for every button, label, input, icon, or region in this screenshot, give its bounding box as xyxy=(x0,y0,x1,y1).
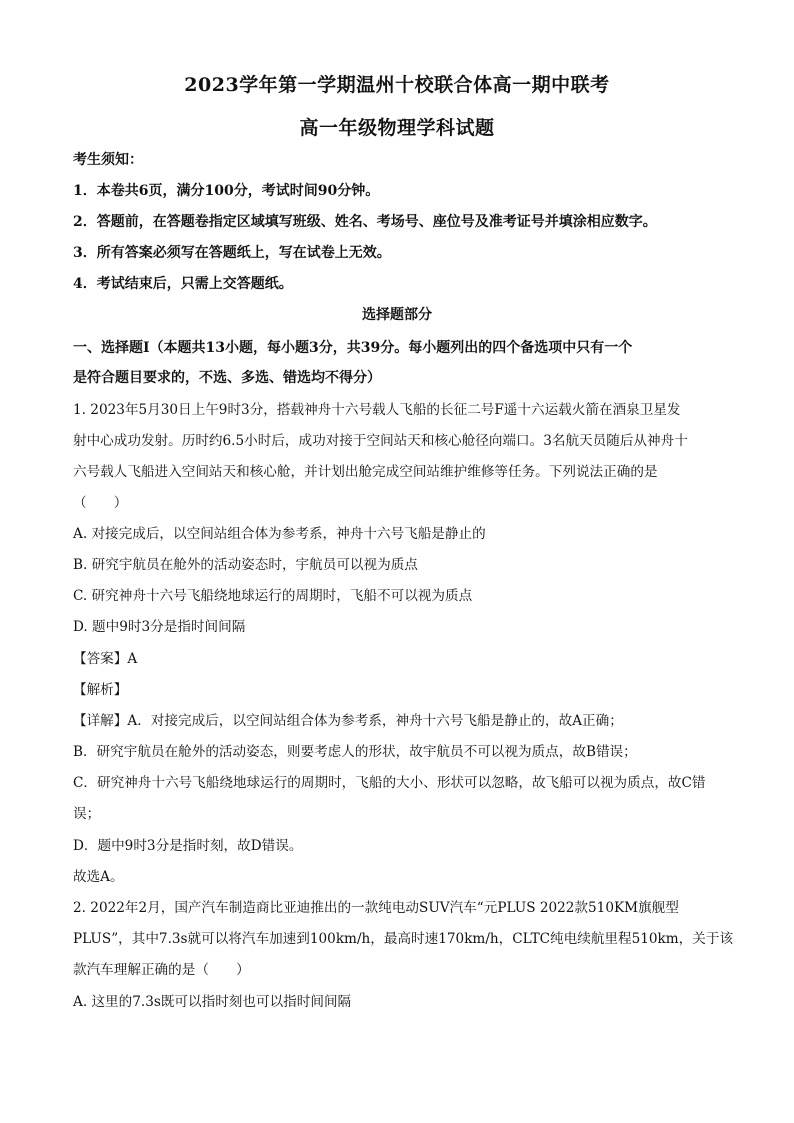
question-1-explanation: C．研究神舟十六号飞船绕地球运行的周期时，飞船的大小、形状可以忽略，故飞船可以视为质点，故C错 xyxy=(73,775,706,791)
question-1-option-b: B. 研究宇航员在舱外的活动姿态时，宇航员可以视为质点 xyxy=(73,557,418,573)
question-1-explanation: B．研究宇航员在舱外的活动姿态，则要考虑人的形状，故宇航员不可以视为质点，故B错误； xyxy=(73,744,637,760)
question-2-stem: 2. 2022年2月，国产汽车制造商比亚迪推出的一款纯电动SUV汽车“元PLUS 2022款510KM旗舰型 xyxy=(73,900,679,916)
notice-item: 2．答题前，在答题卷指定区域填写班级、姓名、考场号、座位号及准考证号并填涂相应数字。 xyxy=(73,214,657,230)
question-1-stem: 射中心成功发射。历时约6.5小时后，成功对接于空间站天和核心舱径向端口。3名航天员随后从神舟十 xyxy=(73,433,688,449)
question-1-stem: （ ） xyxy=(73,495,128,511)
question-1-stem: 1. 2023年5月30日上午9时3分，搭载神舟十六号载人飞船的长征二号F遥十六运载火箭在酒泉卫星发 xyxy=(73,402,681,418)
question-1-answer: 【答案】A xyxy=(73,651,138,667)
question-1-option-d: D. 题中9时3分是指时间间隔 xyxy=(73,619,246,635)
notice-item: 3．所有答案必须写在答题纸上，写在试卷上无效。 xyxy=(73,245,391,261)
page-title: 2023学年第一学期温州十校联合体高一期中联考 xyxy=(184,74,610,96)
section-title: 选择题部分 xyxy=(362,307,432,323)
question-1-conclusion: 故选A。 xyxy=(73,869,124,885)
section-intro: 是符合题目要求的，不选、多选、错选均不得分） xyxy=(73,370,381,386)
question-2-stem: 款汽车理解正确的是（ ） xyxy=(73,962,250,978)
question-1-explanation: 【详解】A．对接完成后，以空间站组合体为参考系，神舟十六号飞船是静止的，故A正确； xyxy=(73,713,623,729)
page-subtitle: 高一年级物理学科试题 xyxy=(299,117,495,139)
question-1-option-a: A. 对接完成后，以空间站组合体为参考系，神舟十六号飞船是静止的 xyxy=(73,526,486,542)
notice-heading: 考生须知： xyxy=(73,152,143,168)
question-1-explanation: 误； xyxy=(73,806,101,822)
section-intro: 一、选择题Ⅰ（本题共13小题，每小题3分，共39分。每小题列出的四个备选项中只有一个 xyxy=(73,340,633,356)
question-1-analysis-tag: 【解析】 xyxy=(73,682,128,698)
question-2-stem: PLUS”，其中7.3s就可以将汽车加速到100km/h，最高时速170km/h，CLTC纯电续航里程510km，关于该 xyxy=(73,931,734,947)
question-1-option-c: C. 研究神舟十六号飞船绕地球运行的周期时，飞船不可以视为质点 xyxy=(73,588,473,604)
question-1-explanation: D．题中9时3分是指时刻，故D错误。 xyxy=(73,838,303,854)
question-1-stem: 六号载人飞船进入空间站天和核心舱，并计划出舱完成空间站维护维修等任务。下列说法正确的是 xyxy=(73,464,658,480)
question-2-option-a: A. 这里的7.3s既可以指时刻也可以指时间间隔 xyxy=(73,994,352,1010)
notice-item: 4．考试结束后，只需上交答题纸。 xyxy=(73,276,293,292)
notice-item: 1．本卷共6页，满分100分，考试时间90分钟。 xyxy=(73,183,380,199)
